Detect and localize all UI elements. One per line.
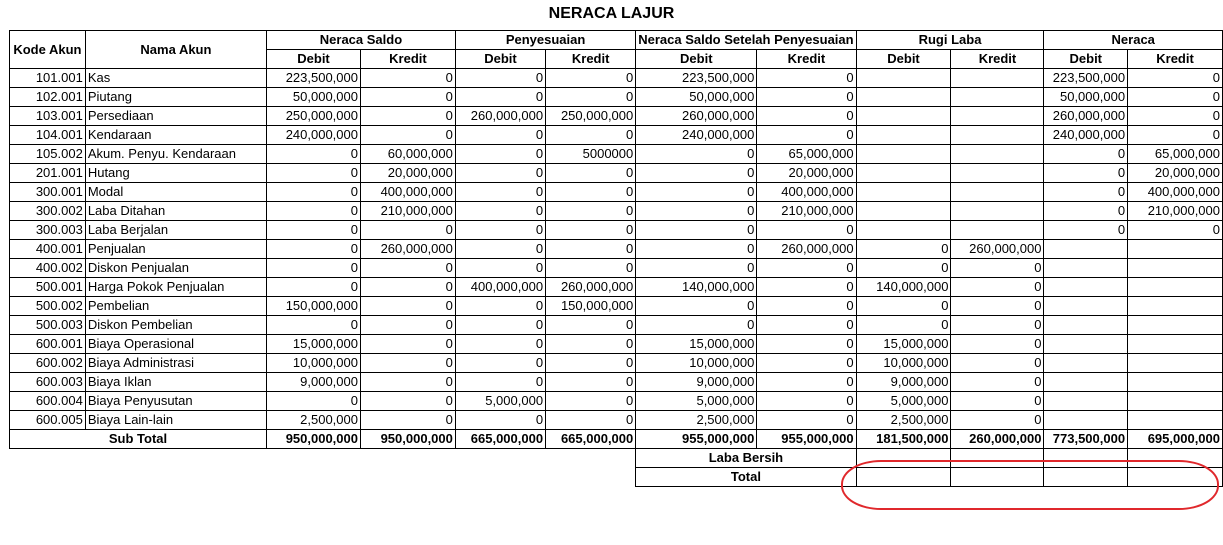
header-kredit: Kredit <box>546 50 636 69</box>
amount-cell[interactable]: 2,500,000 <box>267 411 361 430</box>
amount-cell[interactable] <box>1128 259 1223 278</box>
amount-cell[interactable]: 10,000,000 <box>267 354 361 373</box>
amount-cell[interactable]: 260,000,000 <box>636 107 757 126</box>
laba-bersih-label[interactable]: Laba Bersih <box>636 449 856 468</box>
amount-cell[interactable]: 0 <box>1044 164 1128 183</box>
amount-cell[interactable]: 10,000,000 <box>636 354 757 373</box>
amount-cell[interactable]: 15,000,000 <box>636 335 757 354</box>
amount-cell[interactable]: 260,000,000 <box>546 278 636 297</box>
amount-cell[interactable] <box>1044 411 1128 430</box>
account-code-cell[interactable]: 600.005 <box>10 411 86 430</box>
account-name-cell[interactable]: Harga Pokok Penjualan <box>85 278 266 297</box>
account-code-cell[interactable]: 101.001 <box>10 69 86 88</box>
amount-cell[interactable] <box>1128 373 1223 392</box>
header-kredit: Kredit <box>1128 50 1223 69</box>
amount-cell[interactable]: 0 <box>267 221 361 240</box>
amount-cell[interactable]: 0 <box>455 259 545 278</box>
header-debit: Debit <box>856 50 951 69</box>
subtotal-cell[interactable]: 181,500,000 <box>856 430 951 449</box>
amount-cell[interactable] <box>951 164 1044 183</box>
amount-cell[interactable]: 0 <box>951 354 1044 373</box>
amount-cell[interactable]: 0 <box>455 354 545 373</box>
table-row <box>10 88 1223 107</box>
table-row <box>10 145 1223 164</box>
amount-cell[interactable]: 0 <box>360 278 455 297</box>
amount-cell[interactable]: 20,000,000 <box>757 164 856 183</box>
account-name-cell[interactable]: Persediaan <box>85 107 266 126</box>
table-row <box>10 335 1223 354</box>
account-name-cell[interactable]: Biaya Lain-lain <box>85 411 266 430</box>
amount-cell[interactable]: 20,000,000 <box>1128 164 1223 183</box>
table-row <box>10 316 1223 335</box>
amount-cell[interactable]: 0 <box>951 278 1044 297</box>
table-row <box>10 373 1223 392</box>
header-debit: Debit <box>1044 50 1128 69</box>
subtotal-cell[interactable]: 955,000,000 <box>636 430 757 449</box>
account-code-cell[interactable]: 600.003 <box>10 373 86 392</box>
amount-cell[interactable]: 0 <box>360 69 455 88</box>
amount-cell[interactable]: 240,000,000 <box>636 126 757 145</box>
table-row <box>10 69 1223 88</box>
account-code-cell[interactable]: 300.002 <box>10 202 86 221</box>
account-code-cell[interactable]: 104.001 <box>10 126 86 145</box>
amount-cell[interactable]: 223,500,000 <box>1044 69 1128 88</box>
amount-cell[interactable]: 0 <box>455 126 545 145</box>
account-code-cell[interactable]: 600.001 <box>10 335 86 354</box>
amount-cell[interactable]: 140,000,000 <box>636 278 757 297</box>
amount-cell[interactable]: 223,500,000 <box>267 69 361 88</box>
amount-cell[interactable]: 10,000,000 <box>856 354 951 373</box>
amount-cell[interactable]: 50,000,000 <box>636 88 757 107</box>
amount-cell[interactable]: 0 <box>546 335 636 354</box>
account-code-cell[interactable]: 600.004 <box>10 392 86 411</box>
amount-cell[interactable] <box>856 164 951 183</box>
account-name-cell[interactable]: Laba Berjalan <box>85 221 266 240</box>
amount-cell[interactable]: 0 <box>757 69 856 88</box>
total-row <box>10 468 1223 487</box>
header-penyesuaian: Penyesuaian <box>455 31 635 50</box>
subtotal-cell[interactable]: 260,000,000 <box>951 430 1044 449</box>
header-neraca: Neraca <box>1044 31 1223 50</box>
amount-cell[interactable]: 0 <box>757 411 856 430</box>
table-row <box>10 240 1223 259</box>
amount-cell[interactable] <box>1128 240 1223 259</box>
amount-cell[interactable]: 0 <box>267 259 361 278</box>
amount-cell[interactable]: 0 <box>546 411 636 430</box>
amount-cell[interactable]: 250,000,000 <box>267 107 361 126</box>
account-code-cell[interactable]: 400.002 <box>10 259 86 278</box>
header-debit: Debit <box>636 50 757 69</box>
amount-cell[interactable] <box>856 183 951 202</box>
amount-cell[interactable] <box>951 183 1044 202</box>
amount-cell[interactable]: 0 <box>856 240 951 259</box>
amount-cell[interactable]: 0 <box>267 145 361 164</box>
account-name-cell[interactable]: Kendaraan <box>85 126 266 145</box>
amount-cell[interactable] <box>951 107 1044 126</box>
sheet-title: NERACA LAJUR <box>548 5 675 22</box>
total-cell[interactable] <box>1044 468 1128 487</box>
account-name-cell[interactable]: Laba Ditahan <box>85 202 266 221</box>
amount-cell[interactable]: 0 <box>455 88 545 107</box>
amount-cell[interactable]: 9,000,000 <box>856 373 951 392</box>
amount-cell[interactable] <box>856 126 951 145</box>
account-name-cell[interactable]: Pembelian <box>85 297 266 316</box>
amount-cell[interactable]: 0 <box>951 373 1044 392</box>
amount-cell[interactable]: 0 <box>951 392 1044 411</box>
amount-cell[interactable]: 0 <box>951 316 1044 335</box>
amount-cell[interactable]: 5,000,000 <box>455 392 545 411</box>
amount-cell[interactable]: 0 <box>757 221 856 240</box>
amount-cell[interactable] <box>1044 240 1128 259</box>
amount-cell[interactable]: 0 <box>1128 69 1223 88</box>
total-cell[interactable] <box>1128 468 1223 487</box>
header-neraca-saldo: Neraca Saldo <box>267 31 456 50</box>
amount-cell[interactable]: 0 <box>455 335 545 354</box>
amount-cell[interactable]: 9,000,000 <box>267 373 361 392</box>
total-cell[interactable] <box>856 468 951 487</box>
table-row <box>10 164 1223 183</box>
amount-cell[interactable]: 0 <box>360 259 455 278</box>
amount-cell[interactable]: 0 <box>951 411 1044 430</box>
subtotal-cell[interactable]: 773,500,000 <box>1044 430 1128 449</box>
amount-cell[interactable]: 150,000,000 <box>267 297 361 316</box>
amount-cell[interactable]: 0 <box>951 297 1044 316</box>
amount-cell[interactable] <box>1044 297 1128 316</box>
amount-cell[interactable] <box>1044 392 1128 411</box>
amount-cell[interactable]: 400,000,000 <box>360 183 455 202</box>
amount-cell[interactable] <box>1044 373 1128 392</box>
subtotal-label[interactable]: Sub Total <box>10 430 267 449</box>
amount-cell[interactable]: 0 <box>636 202 757 221</box>
amount-cell[interactable]: 15,000,000 <box>267 335 361 354</box>
amount-cell[interactable] <box>856 88 951 107</box>
amount-cell[interactable] <box>856 69 951 88</box>
amount-cell[interactable]: 50,000,000 <box>1044 88 1128 107</box>
account-code-cell[interactable]: 500.003 <box>10 316 86 335</box>
amount-cell[interactable]: 0 <box>546 126 636 145</box>
account-name-cell[interactable]: Akum. Penyu. Kendaraan <box>85 145 266 164</box>
amount-cell[interactable]: 0 <box>1044 202 1128 221</box>
amount-cell[interactable]: 210,000,000 <box>360 202 455 221</box>
amount-cell[interactable]: 0 <box>360 354 455 373</box>
amount-cell[interactable]: 9,000,000 <box>636 373 757 392</box>
amount-cell[interactable] <box>951 88 1044 107</box>
amount-cell[interactable]: 0 <box>455 145 545 164</box>
amount-cell[interactable] <box>1128 297 1223 316</box>
amount-cell[interactable]: 0 <box>546 221 636 240</box>
amount-cell[interactable] <box>856 145 951 164</box>
amount-cell[interactable]: 0 <box>757 278 856 297</box>
table-row <box>10 354 1223 373</box>
amount-cell[interactable]: 0 <box>546 316 636 335</box>
header-neraca-saldo-setelah-penyesuaian: Neraca Saldo Setelah Penyesuaian <box>636 31 856 50</box>
amount-cell[interactable]: 260,000,000 <box>951 240 1044 259</box>
account-code-cell[interactable]: 600.002 <box>10 354 86 373</box>
account-code-cell[interactable]: 300.003 <box>10 221 86 240</box>
account-name-cell[interactable]: Biaya Penyusutan <box>85 392 266 411</box>
account-name-cell[interactable]: Hutang <box>85 164 266 183</box>
table-row <box>10 126 1223 145</box>
laba-bersih-cell[interactable] <box>951 449 1044 468</box>
amount-cell[interactable]: 0 <box>360 88 455 107</box>
amount-cell[interactable]: 2,500,000 <box>636 411 757 430</box>
amount-cell[interactable] <box>1044 278 1128 297</box>
amount-cell[interactable]: 260,000,000 <box>360 240 455 259</box>
subtotal-cell[interactable]: 950,000,000 <box>267 430 361 449</box>
amount-cell[interactable] <box>856 221 951 240</box>
amount-cell[interactable]: 0 <box>360 411 455 430</box>
amount-cell[interactable]: 0 <box>455 164 545 183</box>
table-row <box>10 183 1223 202</box>
amount-cell[interactable]: 0 <box>546 183 636 202</box>
amount-cell[interactable]: 5,000,000 <box>856 392 951 411</box>
amount-cell[interactable]: 0 <box>360 373 455 392</box>
amount-cell[interactable]: 260,000,000 <box>455 107 545 126</box>
amount-cell[interactable]: 0 <box>455 240 545 259</box>
header-debit: Debit <box>267 50 361 69</box>
amount-cell[interactable]: 0 <box>951 259 1044 278</box>
header-kredit: Kredit <box>951 50 1044 69</box>
laba-bersih-cell[interactable] <box>1044 449 1128 468</box>
amount-cell[interactable] <box>1044 316 1128 335</box>
amount-cell[interactable]: 0 <box>360 221 455 240</box>
amount-cell[interactable]: 5000000 <box>546 145 636 164</box>
amount-cell[interactable]: 400,000,000 <box>757 183 856 202</box>
amount-cell[interactable]: 0 <box>455 411 545 430</box>
account-code-cell[interactable]: 400.001 <box>10 240 86 259</box>
amount-cell[interactable] <box>1128 411 1223 430</box>
subtotal-cell[interactable]: 955,000,000 <box>757 430 856 449</box>
account-name-cell[interactable]: Modal <box>85 183 266 202</box>
amount-cell[interactable]: 50,000,000 <box>267 88 361 107</box>
amount-cell[interactable] <box>1128 278 1223 297</box>
amount-cell[interactable]: 0 <box>546 392 636 411</box>
amount-cell[interactable]: 260,000,000 <box>757 240 856 259</box>
amount-cell[interactable] <box>951 145 1044 164</box>
amount-cell[interactable]: 0 <box>757 88 856 107</box>
amount-cell[interactable]: 0 <box>757 107 856 126</box>
amount-cell[interactable]: 0 <box>455 183 545 202</box>
amount-cell[interactable]: 0 <box>636 164 757 183</box>
amount-cell[interactable] <box>951 69 1044 88</box>
amount-cell[interactable]: 260,000,000 <box>1044 107 1128 126</box>
amount-cell[interactable]: 0 <box>455 297 545 316</box>
amount-cell[interactable]: 240,000,000 <box>1044 126 1128 145</box>
amount-cell[interactable]: 0 <box>267 392 361 411</box>
amount-cell[interactable] <box>951 221 1044 240</box>
amount-cell[interactable]: 0 <box>636 183 757 202</box>
amount-cell[interactable]: 0 <box>546 240 636 259</box>
amount-cell[interactable]: 0 <box>455 373 545 392</box>
amount-cell[interactable]: 65,000,000 <box>1128 145 1223 164</box>
amount-cell[interactable]: 240,000,000 <box>267 126 361 145</box>
amount-cell[interactable]: 5,000,000 <box>636 392 757 411</box>
subtotal-cell[interactable]: 950,000,000 <box>360 430 455 449</box>
account-name-cell[interactable]: Biaya Iklan <box>85 373 266 392</box>
total-cell[interactable] <box>951 468 1044 487</box>
account-code-cell[interactable]: 500.002 <box>10 297 86 316</box>
amount-cell[interactable]: 400,000,000 <box>1128 183 1223 202</box>
subtotal-cell[interactable]: 665,000,000 <box>546 430 636 449</box>
account-name-cell[interactable]: Diskon Penjualan <box>85 259 266 278</box>
header-kredit: Kredit <box>757 50 856 69</box>
amount-cell[interactable]: 0 <box>360 335 455 354</box>
amount-cell[interactable]: 0 <box>856 259 951 278</box>
amount-cell[interactable]: 0 <box>360 126 455 145</box>
amount-cell[interactable]: 0 <box>267 278 361 297</box>
amount-cell[interactable]: 223,500,000 <box>636 69 757 88</box>
amount-cell[interactable] <box>1128 392 1223 411</box>
table-row <box>10 297 1223 316</box>
header-kredit: Kredit <box>360 50 455 69</box>
amount-cell[interactable]: 0 <box>636 240 757 259</box>
amount-cell[interactable] <box>1128 335 1223 354</box>
amount-cell[interactable]: 60,000,000 <box>360 145 455 164</box>
amount-cell[interactable] <box>1128 354 1223 373</box>
amount-cell[interactable]: 0 <box>455 316 545 335</box>
amount-cell[interactable]: 0 <box>757 373 856 392</box>
amount-cell[interactable] <box>1128 316 1223 335</box>
worksheet-table <box>9 30 1223 487</box>
table-row <box>10 221 1223 240</box>
amount-cell[interactable]: 0 <box>757 297 856 316</box>
amount-cell[interactable]: 0 <box>1128 221 1223 240</box>
total-label[interactable]: Total <box>636 468 856 487</box>
amount-cell[interactable]: 0 <box>360 392 455 411</box>
amount-cell[interactable] <box>951 126 1044 145</box>
blank-cell <box>10 468 636 487</box>
amount-cell[interactable]: 0 <box>1128 126 1223 145</box>
amount-cell[interactable]: 0 <box>546 259 636 278</box>
amount-cell[interactable]: 0 <box>546 69 636 88</box>
account-code-cell[interactable]: 300.001 <box>10 183 86 202</box>
amount-cell[interactable]: 0 <box>636 316 757 335</box>
account-name-cell[interactable]: Penjualan <box>85 240 266 259</box>
amount-cell[interactable]: 2,500,000 <box>856 411 951 430</box>
amount-cell[interactable]: 0 <box>267 202 361 221</box>
amount-cell[interactable]: 140,000,000 <box>856 278 951 297</box>
amount-cell[interactable]: 0 <box>455 202 545 221</box>
amount-cell[interactable]: 20,000,000 <box>360 164 455 183</box>
amount-cell[interactable]: 0 <box>360 297 455 316</box>
amount-cell[interactable] <box>1044 335 1128 354</box>
amount-cell[interactable]: 0 <box>757 354 856 373</box>
header-kode-akun: Kode Akun <box>10 31 86 69</box>
amount-cell[interactable]: 0 <box>757 126 856 145</box>
amount-cell[interactable]: 0 <box>636 145 757 164</box>
amount-cell[interactable] <box>951 202 1044 221</box>
amount-cell[interactable]: 15,000,000 <box>856 335 951 354</box>
laba-bersih-cell[interactable] <box>856 449 951 468</box>
amount-cell[interactable]: 0 <box>1044 145 1128 164</box>
amount-cell[interactable] <box>1044 259 1128 278</box>
account-code-cell[interactable]: 201.001 <box>10 164 86 183</box>
table-row <box>10 278 1223 297</box>
amount-cell[interactable]: 0 <box>856 316 951 335</box>
subtotal-cell[interactable]: 665,000,000 <box>455 430 545 449</box>
amount-cell[interactable]: 0 <box>636 259 757 278</box>
amount-cell[interactable]: 0 <box>951 335 1044 354</box>
account-code-cell[interactable]: 102.001 <box>10 88 86 107</box>
account-code-cell[interactable]: 103.001 <box>10 107 86 126</box>
table-row <box>10 107 1223 126</box>
amount-cell[interactable]: 0 <box>267 240 361 259</box>
amount-cell[interactable]: 150,000,000 <box>546 297 636 316</box>
amount-cell[interactable]: 0 <box>546 88 636 107</box>
amount-cell[interactable]: 0 <box>1128 107 1223 126</box>
amount-cell[interactable]: 400,000,000 <box>455 278 545 297</box>
table-row <box>10 259 1223 278</box>
amount-cell[interactable]: 0 <box>1128 88 1223 107</box>
amount-cell[interactable]: 0 <box>267 164 361 183</box>
amount-cell[interactable]: 0 <box>546 202 636 221</box>
amount-cell[interactable]: 0 <box>757 335 856 354</box>
amount-cell[interactable] <box>1044 354 1128 373</box>
amount-cell[interactable]: 0 <box>455 69 545 88</box>
amount-cell[interactable]: 0 <box>455 221 545 240</box>
amount-cell[interactable]: 0 <box>757 316 856 335</box>
amount-cell[interactable]: 0 <box>360 107 455 126</box>
amount-cell[interactable]: 0 <box>1044 183 1128 202</box>
amount-cell[interactable] <box>856 202 951 221</box>
subtotal-row <box>10 430 1223 449</box>
amount-cell[interactable]: 0 <box>267 316 361 335</box>
table-row <box>10 411 1223 430</box>
table-row <box>10 202 1223 221</box>
laba-bersih-row <box>10 449 1223 468</box>
account-name-cell[interactable]: Kas <box>85 69 266 88</box>
amount-cell[interactable]: 0 <box>546 164 636 183</box>
amount-cell[interactable]: 0 <box>1044 221 1128 240</box>
amount-cell[interactable]: 250,000,000 <box>546 107 636 126</box>
amount-cell[interactable]: 0 <box>757 259 856 278</box>
header-debit: Debit <box>455 50 545 69</box>
table-row <box>10 392 1223 411</box>
amount-cell[interactable]: 0 <box>636 297 757 316</box>
amount-cell[interactable]: 0 <box>360 316 455 335</box>
account-code-cell[interactable]: 105.002 <box>10 145 86 164</box>
amount-cell[interactable]: 0 <box>636 221 757 240</box>
account-name-cell[interactable]: Diskon Pembelian <box>85 316 266 335</box>
amount-cell[interactable] <box>856 107 951 126</box>
amount-cell[interactable]: 210,000,000 <box>1128 202 1223 221</box>
account-name-cell[interactable]: Biaya Operasional <box>85 335 266 354</box>
account-code-cell[interactable]: 500.001 <box>10 278 86 297</box>
amount-cell[interactable]: 0 <box>546 373 636 392</box>
header-rugi-laba: Rugi Laba <box>856 31 1044 50</box>
amount-cell[interactable]: 0 <box>856 297 951 316</box>
header-nama-akun: Nama Akun <box>85 31 266 69</box>
blank-cell <box>10 449 636 468</box>
account-name-cell[interactable]: Biaya Administrasi <box>85 354 266 373</box>
amount-cell[interactable]: 65,000,000 <box>757 145 856 164</box>
amount-cell[interactable]: 210,000,000 <box>757 202 856 221</box>
laba-bersih-cell[interactable] <box>1128 449 1223 468</box>
amount-cell[interactable]: 0 <box>267 183 361 202</box>
amount-cell[interactable]: 0 <box>546 354 636 373</box>
subtotal-cell[interactable]: 695,000,000 <box>1128 430 1223 449</box>
account-name-cell[interactable]: Piutang <box>85 88 266 107</box>
amount-cell[interactable]: 0 <box>757 392 856 411</box>
